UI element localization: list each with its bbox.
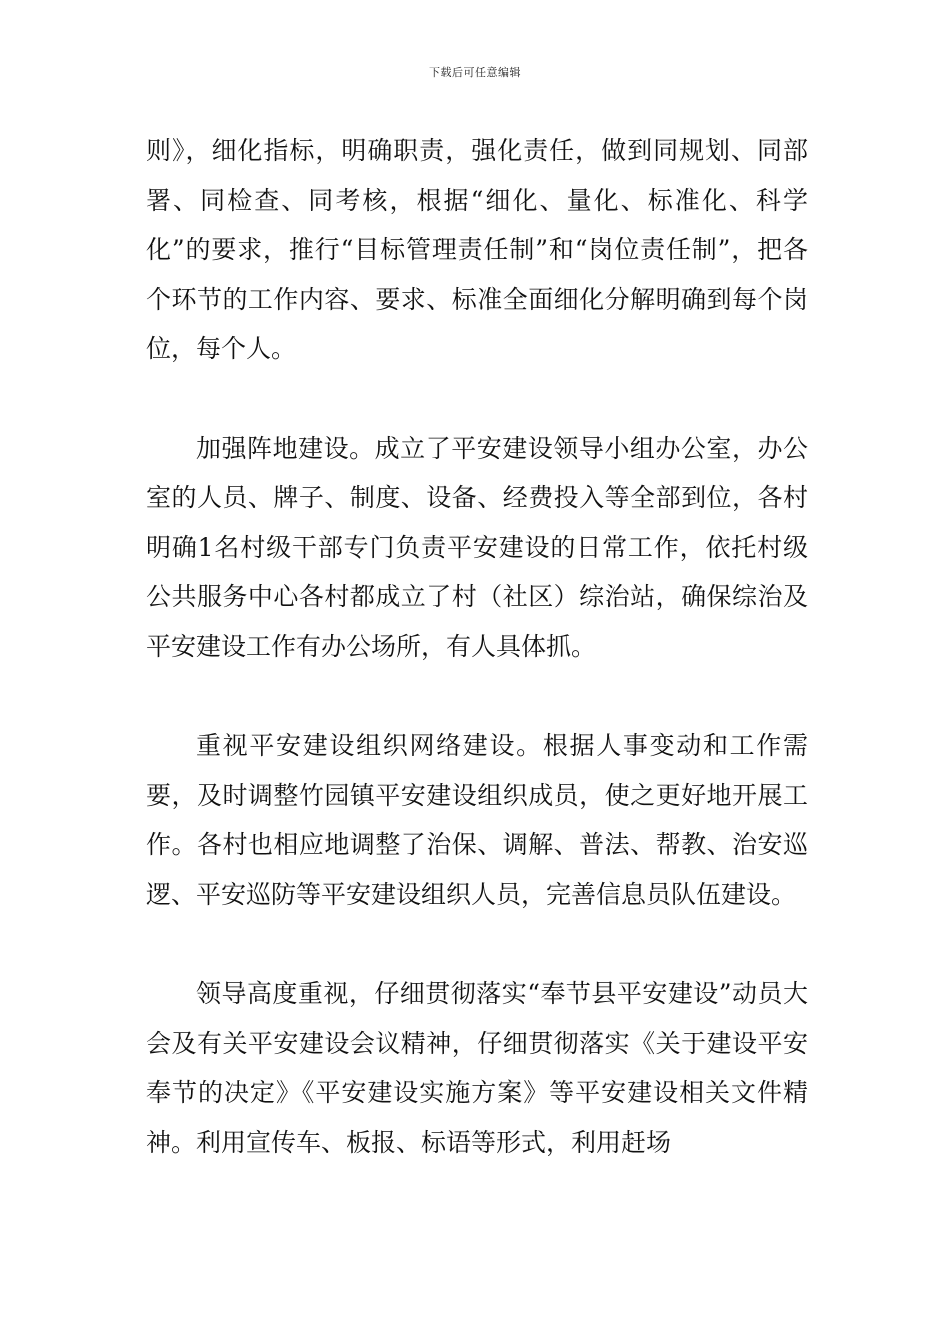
header-note: 下载后可任意编辑 <box>429 66 521 79</box>
paragraph-4: 领导高度重视，仔细贯彻落实“奉节县平安建设”动员大会及有关平安建设会议精神，仔细贯彻落实《关于建设平安奉节的决定》《平安建设实施方案》等平安建设相关文件精神。利用宣传车、板报、标语等形式，利用赶场 <box>146 979 808 1157</box>
paragraph-2: 加强阵地建设。成立了平安建设领导小组办公室，办公室的人员、牌子、制度、设备、经费投入等全部到位，各村明确1名村级干部专门负责平安建设的日常工作，依托村级公共服务中心各村都成立了村（社区）综治站，确保综治及平安建设工作有办公场所，有人具体抓。 <box>146 433 808 661</box>
document-body <box>146 126 808 1167</box>
paragraph-1: 则》，细化指标，明确职责，强化责任，做到同规划、同部署、同检查、同考核，根据“细化、量化、标准化、科学化”的要求，推行“目标管理责任制”和“岗位责任制”，把各个环节的工作内容、要求、标准全面细化分解明确到每个岗位，每个人。 <box>146 136 808 363</box>
paragraph-3: 重视平安建设组织网络建设。根据人事变动和工作需要，及时调整竹园镇平安建设组织成员，使之更好地开展工作。各村也相应地调整了治保、调解、普法、帮教、治安巡逻、平安巡防等平安建设组织人员，完善信息员队伍建设。 <box>146 731 808 909</box>
